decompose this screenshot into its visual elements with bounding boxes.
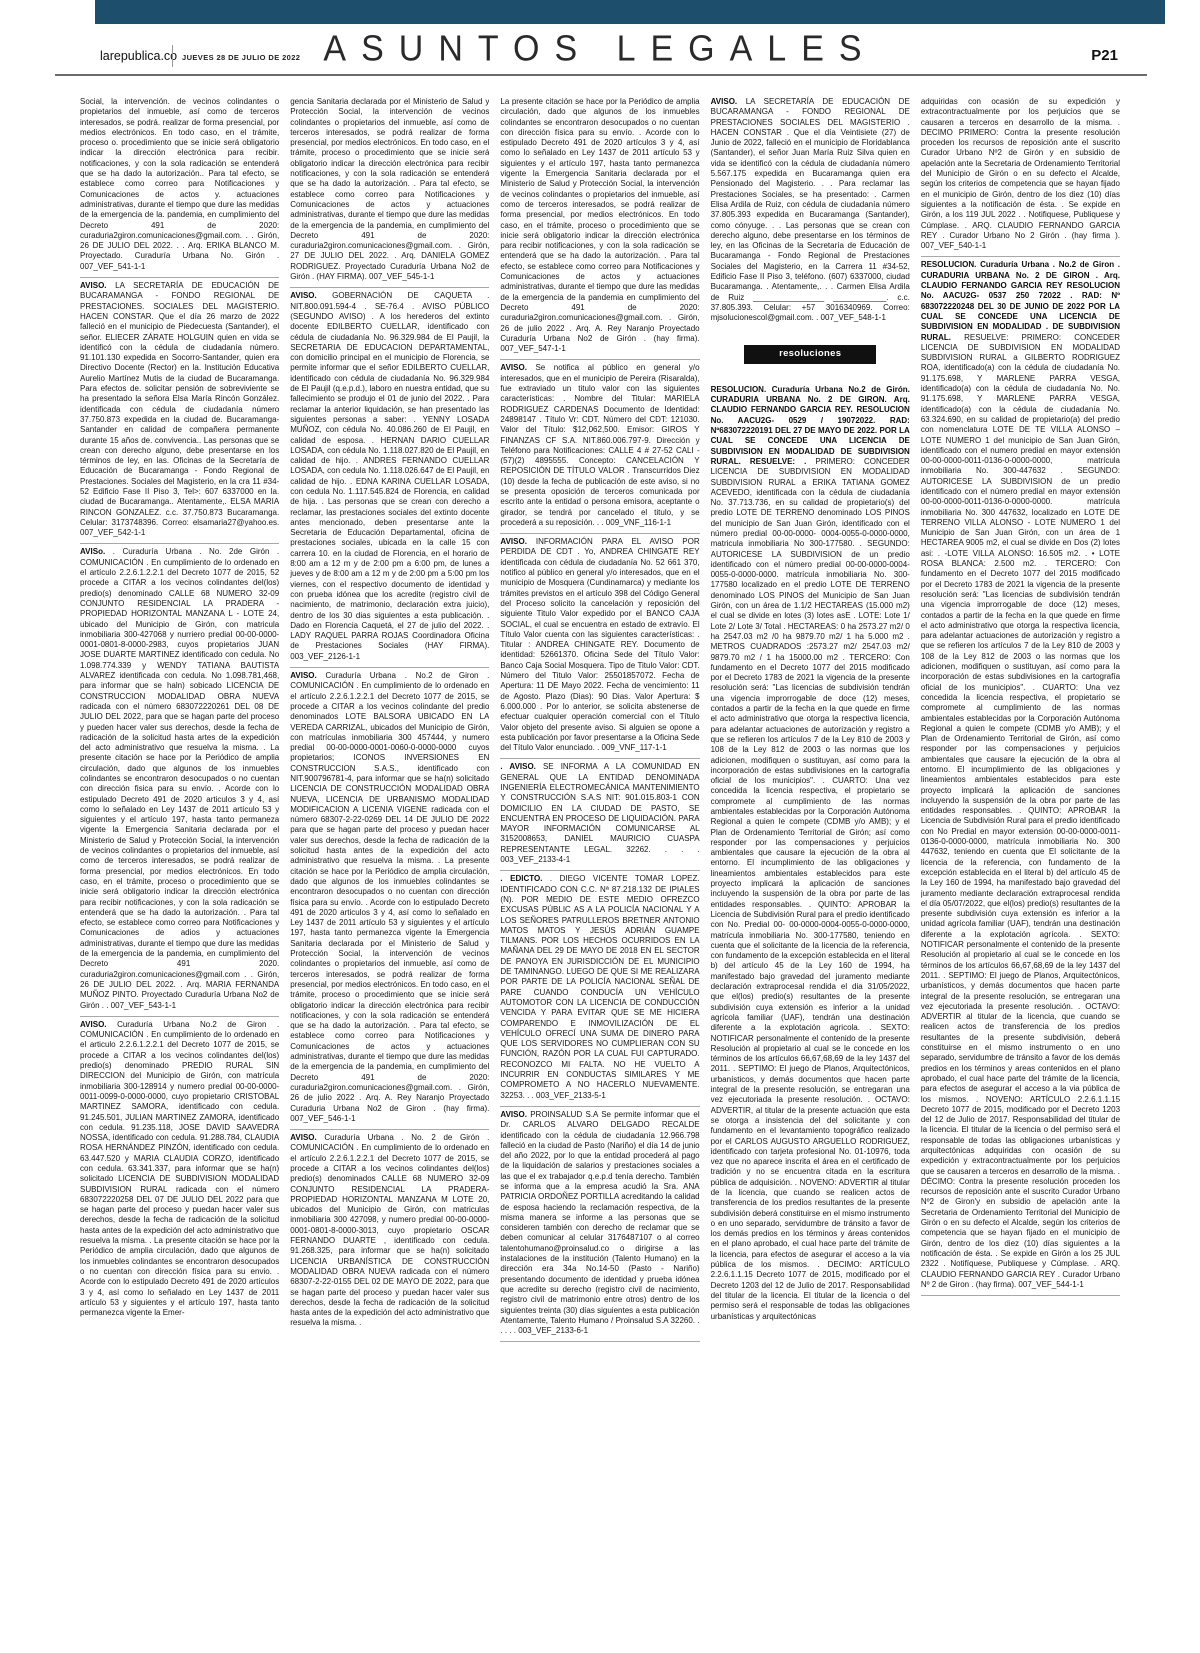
notice-lead: AVISO. [80,281,116,291]
legal-notice: AVISO. Curaduría Urbana . No. 2 de Girón . COMUNICACIÓN . En cumplimiento de lo ordenado en el artículo 2.2.6.1.2.2.1 del Decreto 1077 de 2015, se procede a CITAR a los vecinos colindantes del(los) predio(s) denominados CALLE 68 NUMERO 32-09 CONJUNTO RESIDENCIAL LA PRADERA- PROPIEDAD HORIZONTAL MANZANA M LOTE 20, ubicados del Municipio de Girón, con matriculas inmobiliaria 300 427098, y numero predial 00-00-0000-0001-0801-8-0000-3013, cuyo propietario OSCAR FERNANDO DUARTE , identificado con cedula. 91.268.325, para informar que se ha(n) solicitado LICENCIA URBANÍSTICA DE CONSTRUCCIÓN MODALIDAD OBRA NUEVA radicada con el número 68307-2-22-0155 DEL 02 DE MAYO DE 2022, para que se hagan parte del proceso y puedan hacer valer sus derechos, desde la fecha de radicación de la solicitud hasta antes de la expedición del acto administrativo que resuelva la misma. . [290,1129,489,1334]
legal-notice: AVISO. LA SECRETARÍA DE EDUCACIÓN DE BUCARAMANGA - FONDO REGIONAL DE PRESTACIONES. SOCIALES DEL MAGISTERIO. HACEN CONSTAR. Que el día 26 marzo de 2022 falleció en el municipio de Piedecuesta (Santander), el señor. ELIECER ZÁRATE HOLGUIN quien en vida se identificó con la cédula de ciudadanía número. 91.101.130 expedida en Socorro-Santander, quien era Directivo Docente (Rector) en la. Institución Educativa Aurelio Martínez Mutis de la ciudad de Bucaramanga. Para efectos de. solicitar pensión de sobreviviente se ha presentado la señora Elsa María Rincón González. identificada con cédula de ciudadanía número 37.750.873 expedida en la ciudad de. Bucaramanga-Santander en calidad de compañera permanente durante 15 años de. convivencia.. Las personas que se crean con derecho alguno, debe presentarse en los términos de ley, en las. Oficinas de la Secretaría de Educación de Bucaramanga - Fondo Regional de Prestaciones. Sociales del Magisterio, en la cra 11 #34-52 Edificio Fase II Piso 3, Tel>: 607 6337000 en la. ciudad de Bucaramanga.. Atentamente,. ELSA MARIA RINCON GONZALEZ. c.c. 37.750.873 Bucaramanga. Celular: 3173748396. Correo: elsamaria27@yahoo.es. 007_VEF_542-1-1 [80,277,279,543]
legal-notice: adquiridas con ocasión de su expedición y extracontractualmente por los perjuicios que se causaren a terceros en desarrollo de la misma. . DECIMO PRIMERO: Contra la presente resolución proceden los recursos de reposición ante el suscrito Curador Urbano Nº2 de Girón y en subsidio de apelación ante la Secretaria de Ordenamiento Territorial del Municipio de Girón o en su defecto el Alcalde, según los criterios de competencia que se hayan fijado en el municipio de Girón, dentro de los diez (10) días siguientes a la notificación de ésta. . Se expide en Girón, a los 119 JUL 2022 . . Notifiquese, Publiquese y Cúmplase. . ARQ. CLAUDIO FERNANDO GARCIA REY . Curador Urbano No 2 Girón . (hay firma ). 007_VEF_540-1-1 [920,97,1121,251]
legal-notice: La presente citación se hace por la Periódico de amplia circulación, dado que algunos de los inmuebles colindantes se encontraron desocupados o no cuentan con dirección física para su envío. . Acorde con lo estipulado Decreto 491 de 2020 artículos 3 y 4, así como lo señalado en Ley 1437 de 2011 artículo 53 y siguientes y el artículo 197, hasta tanto permanezca vigente la Emergencia Sanitaria declarada por el Ministerio de Salud y Protección Social, la intervención de vecinos colindantes o propietarios del inmueble, así como de terceros interesados, se podrá realizar de forma presencial, por medios electrónicos. En todo caso, en el trámite, proceso o procedimiento que se inicie será obligatorio indicar la dirección electrónica para recibir notificaciones, y con la sola radicación se entenderá que se ha dado la autorización. . Para tal efecto, se establece como correo para Notificaciones y Comunicaciones de actos y actuaciones administrativas, durante el tiempo que dure las medidas de la emergencia de la pandemia en cumplimiento del Decreto 491 de 2020: curaduria2giron.comunicaciones@gmail.com. . Girón, 26 de julio 2022 . Arq. A. Rey Naranjo Proyectado Curaduría Urbana No2 de Girón . (hay firma). 007_VEF_547-1-1 [500,97,700,354]
column-5 [921,94,1120,1650]
notice-lead: AVISO. [80,1019,118,1029]
notice-lead: AVISO. [290,291,333,301]
column-4 [711,94,910,1650]
legal-notice: RESOLUCION. Curaduría Urbana No.2 de Girón. CURADURIA URBANA No. 2 DE GIRON. Arq. CLAUDIO FERNANDO GARCIA REY. RESOLUCION No. AACU2G- 0529 / 19072022. RAD: Nº683072220191 DEL 27 DE MAYO DE 2022. POR LA CUAL SE CONCEDE UNA LICENCIA DE SUBDIVISION EN MODALIDAD DE SUBDIVISION RURAL. RESUELVE: . PRIMERO: CONCEDER LICENCIA DE SUBDIVISION EN MODALIDAD SUBDIVISION RURAL a ERIKA TATIANA GOMEZ ACEVEDO, identificada con la cédula de ciudadanía No. 37.713.736, en su calidad de propietario(s) del predio LOTE DE TERRENO denominado LOS PINOS del municipio de San Juan Girón, identificado con el número predial 00-00-0000- 0004-0055-0-0000-0000, matricula inmobiliaria No 300-177580. . SEGUNDO: AUTORICESE LA SUBDIVISION de un predio identificado con el número predial 00-00-0000-0004-0055-0-0000-0000. matrícula inmobiliaria No. 300-177580 localizado en el predio LOTE DE TERRENO denominado LOS PINOS del Municipio de San Juan Girón, con un área de 1.1/2 HECTAREAS (15.000 m2) el cual se divide en lotes (3) lotes asE . LOTE: Lote 1/ Lote 2/ Lote 3/ Total . HECTAREAS: 0 ha 2573.27 m2/ 0 ha 2547.03 m2 /0 ha 9879.70 m2/ 1 ha 5.000 m2 . METROS CUADRADOS :2573.27 m2/ 2547.03 m2/ 9879.70 m2 / 1 ha 15000.00 m2 . TERCERO: Con fundamento en el Decreto 1077 del 2015 modificado por el Decreto 1783 de 2021 la vigencia de la presente resolución será: "Las licencias de subdivisión tendrán una vigencia improrrogable de doce (12) meses, contados a partir de la fecha en la que quede en firme el acto administrativo que otorga la respectiva licencia, para adelantar actuaciones de autorización y registro a que se refieren los artículos 7 de la Ley 810 de 2003 y 108 de la Ley 812 de 2003 o las normas que los adicionen, modifiquen o sustituyan, así como para la incorporación de estas subdivisiones en la cartografía oficial de los municipios". . CUARTO: Una vez concedida la licencia respectiva, el propietario se compromete al cumplimiento de las normas ambientales establecidas por la Corporación Autónoma Regional a quien le compete (CDMB y/o AMB); y el Plan de Ordenamiento Territorial de Girón; así como responder por las compensaciones y perjuicios ambientales que causare la ejecución de la obra al entorno. El incumplimiento de las obligaciones y lineamientos ambientales establecidos para este proyecto implicará la aplicación de sanciones incluyendo la suspensión de la obra por parte de las entidades responsables. . QUINTO: APROBAR la Licencia de Subdivisión Rural para el predio identificado con No. Predial 00- 00-0000-0004-0055-0-0000-0000, matrícula inmobiliaria No. 300-177580, teniendo en cuenta que el solicitante de la licencia de la referencia, con fundamento de la excepción establecida en el literal b) del artículo 45 de la Ley 160 de 1994, ha manifestado bajo gravedad del juramento mediante declaración extraprocesal rendida el dia 31/05/2022, que el(los) predio(s) resultantes de la presente subdivisión cuya extensión es inferior a la unidad agrícola familiar (UAF), tendrán una destinación diferente a la explotación agricola. . SEXTO: NOTIFICAR personalmente el contenido de la presente Resolución al propietario al cual se le concede en los términos de los artículos 66,67,68,69 de la ley 1437 del 2011. . SEPTIMO: El juego de Planos, Arquitectónicos, urbanísticos, y demás documentos que hacen parte integral de la presente resolución, se entregaran una vez ejecutoriada la presente resolución. . OCTAVO: ADVERTIR, al titular de la presente actuación que esta se otorga a insistencia del del solicitante y con fundamento en el levantamiento topográfico realizado por el CARLOS AUGUSTO ARGUELLO RODRIGUEZ, identificado con tarjeta profesional No. 01-10976, toda vez que no aparece inscrita el área en el certificado de tradición y no se encuentra citada en la escritura pública de adquisición. . NOVENO: ADVERTIR al titular de la licencia, que cuando se realicen actos de transferencia de los predios resultantes de la presente subdivisión deberá constituirse en el mismo instrumento o en uno separado, servidumbre de tránsito a favor de los demás predios en los términos y áreas contenidos en el plano aprobado, el cual hace parte del trámite de la licencia, para efectos de asegurar el acceso a la via pública de los mismos. . DECIMO: ARTÍCULO 2.2.6.1.1.15 Decreto 1077 de 2015, modificado por el Decreto 1203 del 12 de Julio de 2017. Responsabilidad del titular de la licencia. El titular de la licencia o del permiso será el responsable de todas las obligaciones urbanísticas y arquitectónicas [710,384,910,1321]
notice-lead: AVISO. [290,671,326,681]
notice-lead: AVISO. [710,97,746,106]
legal-notice: AVISO. Curaduría Urbana . No.2 de Giron . COMUNICACIÓN . En cumplimiento de lo ordenado en el artículo 2.2.6.1.2.2.1 del Decreto 1077 de 2015, se procede a CITAR a los vecinos colindante del predio denominados LOTE BALSORA UBICADO EN LA VEREDA CARRIZAL, ubicados del Municipio de Girón, con matrículas inmobiliaria 300 457444, y numero predial 00-00-0000-0001-0060-0-0000-0000 cuyos propietarios; ICONOS INVERSIONES EN CONSTRUCCION S.A.S., identificado con NIT.900796781-4, para informar que se ha(n) solicitado LICENCIA DE CONSTRUCCIÓN MODALIDAD OBRA NUEVA, LICENCIA DE URBANISMO MODALIDAD MODIFICACION A LICENIA VIGENE radicada con el número 68307-2-22-0269 DEL 14 DE JULIO DE 2022 para que se hagan parte del proceso y puedan hacer valer sus derechos, desde la fecha de radicación de la solicitud hasta antes de la expedición del acto administrativo que resuelva la misma. . La presente citación se hace por la Periódico de amplia circulación, dado que algunos de los inmuebles colindantes se encontraron desocupados o no cuentan con dirección física para su envío. . Acorde con lo estipulado Decreto 491 de 2020 articulos 3 y 4, así como lo señalado en Ley 1437 de 2011 artículo 53 y siguientes y el artículo 197, hasta tanto permanezca vigente la Emergencia Sanitaria declarada por el Ministerio de Salud y Protección Social, la intervención de vecinos colindantes o propietarios del inmueble, así como de terceros interesados, se podrá realizar de forma presencial, por medios electrónicos. En todo caso, en el trámite, proceso o procedimiento que se inicie será obligatorio indicar la dirección electrónica para recibir notificaciones, y con la sola radicación se entenderá que se ha dado la autorización. . Para tal efecto, se establece como correo para Notificaciones y Comunicaciones de actos y actuaciones administrativas, durante el tiempo que dure las medidas de la emergencia de la pandemia, en cumplimiento del Decreto 491 de 2020: curaduria2giron.comunicaciones@gmail.com. . Girón, 26 de julio 2022 . Arq. A. Rey Naranjo Proyectado Curaduria Urbana No2 de Giron . (hay firma). 007_VEF_546-1-1 [290,667,489,1129]
legal-notice: . AVISO. SE INFORMA A LA COMUNIDAD EN GENERAL QUE LA ENTIDAD DENOMINADA INGENIERÍA ELECTROMECÁNICA MANTENIMIENTO Y CONSTRUCCIÓN S.A.S NIT: 901.015.803-1 CON DOMICILIO EN LA CIUDAD DE PASTO, SE ENCUENTRA EN PROCESO DE LIQUIDACIÓN. PARA MAYOR INFORMACIÓN COMUNICARSE AL 3152008653, DANIEL MAURICIO CUASPA REPRESENTANTE LEGAL. 32262. . . . 003_VEF_2133-4-1 [500,758,699,870]
resoluciones-section-badge: resoluciones [744,345,875,364]
section-title: ASUNTOS LEGALES [323,29,877,69]
notice-columns [80,94,1120,1650]
legal-notice: AVISO. INFORMACIÓN PARA EL AVISO POR PERDIDA DE CDT . Yo, ANDREA CHINGATE REY identificada con cédula de ciudadanía No. 52 661 370, notifico al público en general y/o interesados, que en el municipio de Mosquera (Cundinamarca) y mediante los trámites previstos en el artículo 398 del Código General del Proceso solicito la cancelación y reposición del siguiente Titulo Valor expedido por el BANCO CAJA SOCIAL, el cual se encuentra en estado de extravío. El Título Valor cuenta con las siguientes características: . Titular : ANDREA CHINGATE REY. Documento de identidad: 52661370. Oficina Sede del Título Valor: Banco Caja Social Mosquera. Tipo de Titulo Valor: CDT. Número del Titulo Valor: 25501857072. Fecha de Apertura: 11 DE Mayo 2022. Fecha de vencimiento: 11 de Agosto. Plazo (Dias): 90 Dias. Valor Apertura: $ 6.000.000 . Por lo anterior, se solicita abstenerse de efectuar cualquier operación comercial con el Título Valor objeto del presente aviso. Si alguien se opone a esta publicación por favor presentarse a la Oficina Sede del Título Valor enunciado. . 009_VNF_117-1-1 [500,533,699,758]
notice-lead: . EDICTO. [500,874,550,884]
notice-lead: AVISO. [500,537,536,547]
column-3 [500,94,699,1650]
notice-bold-header: Curaduría Urbana . No.2 de Giron . CURADURIA URBANA No. 2 DE GIRON . Arq. CLAUDIO FERNANDO GARCIA REY RESOLUCION No. AACU2G- 0537 250 72022 . RAD: Nº 683072220248 DEL 30 DE JUNIO DE 2022 POR LA CUAL SE CONCEDE UNA LICENCIA DE SUBDIVISION EN MODALIDAD . DE SUBDIVISION RURAL. [920,260,1121,342]
notice-bold-header: Curaduría Urbana No.2 de Girón. CURADURIA URBANA No. 2 DE GIRON. Arq. CLAUDIO FERNANDO GARCIA REY. RESOLUCION No. AACU2G- 0529 / 19072022. RAD: Nº683072220191 DEL 27 DE MAYO DE 2022. POR LA CUAL SE CONCEDE UNA LICENCIA DE SUBDIVISION EN MODALIDAD DE SUBDIVISION RURAL. RESUELVE: . [710,384,910,466]
legal-notice: AVISO. Se notifica al público en general y/o interesados, que en el municipio de Pereira (Risaralda), fue extraviado un titulo valor con las siguientes características: . Nombre del Titular: MARIELA RODRIGUEZ CARDENAS Documento de Identidad: 24898147 . Título Vr: CDT. Número del CDT: 121030. Valor del Título: $12,062,500. Emisor: GIROS Y FINANZAS CF S.A. NIT.860.006.797-9. Dirección y Teléfono para Notificaciones: CALLE 4 # 27-52 CALI - (57)(2) 4895555. Concepto: CANCELACIÓN Y REPOSICIÓN DE TÍTULO VALOR . Transcurridos Diez (10) desde la fecha de publicación de este aviso, si no se presenta oposición de terceros comunicada por escrito ante la entidad o persona emisora, aceptante o girador, se tendrá por cancelado el titulo, y se procederá a su reposición. . . 009_VNF_116-1-1 [500,359,699,533]
notice-lead: AVISO. [500,1109,531,1119]
notice-lead: RESOLUCION. [920,260,981,270]
brand-logo: larepublica.co [100,49,178,63]
legal-notice: AVISO. PROINSALUD S.A Se permite informar que el Dr. CARLOS ALVARO DELGADO RECALDE identificado con la cédula de ciudadanía 12.966.798 falleció en la ciudad de Pasto (Nariño) el día 14 de junio del año 2022, por lo que la entidad procederá al pago de la liquidación de salarios y prestaciones sociales a las que el ex trabajador q.e.p.d tenía derecho. También se informa que a la empresa acudió la Sra. ANA PATRICIA ORDOÑEZ PORTILLA acreditando la calidad de esposa haciendo la reclamación respectiva, de la misma manera se informe a las personas que se consideren también con derecho de reclamar que se deben comunicar al celular 3176487107 o al correo talentohumano@proinsalud.co o dirigirse a las instalaciones de la institución (Talento Humano) en la dirección era 34a No.14-50 (Pasto - Nariño) presentando documento de identidad y prueba idónea que acredite su derecho (registro civil de nacimiento, registro civil de matrimonio entre otros) dentro de los siguientes treinta (30) días siguientes a esta publicación Atentamente, Talento Humano / Proinsalud S.A 32260. . . . . . 003_VEF_2133-6-1 [500,1106,699,1343]
issue-date: JUEVES 28 DE JULIO DE 2022 [182,53,301,62]
legal-notice: . EDICTO. . DIEGO VICENTE TOMAR LOPEZ. IDENTIFICADO CON C.C. Nª 87.218.132 DE IPIALES (N). POR MEDIO DE ESTE MEDIO OFREZCO EXCUSAS PÚBLIC AS A LA POLICÍA NACIONAL Y A LOS SEÑORES PATRULLEROS BRETNER ANTONIO MATOS MATOS Y JESÚS ADRIÁN GUAMPE TILMANS. POR LOS HECHOS OCURRIDOS EN LA MAÑANA DEL 29 DE MAYO DE 2018 EN EL SECTOR DE PANOYA EN JURISDICCIÓN DE EL MUNICIPIO DE TAMINANGO. LUEGO DE QUE SI ME REALIZARA POR PARTE DE LA POLICÍA NACIONAL SEÑAL DE PARE CUANDO CONDUCÍA UN VEHÍCULO AUTOMOTOR CON LA LICENCIA DE CONDUCCIÓN VENCIDA Y PARA EVITAR QUE SE ME HICIERA COMPARENDO E INMOVILIZACIÓN DE EL VEHÍCULO OFRECÍ UNA SUMA DE DINERO PARA QUE LOS SERVIDORES NO CUMPLIERAN CON SU FUNCIÓN, RAZÓN POR LA CUAL FUI CAPTURADO. RECONOZCO MI FALTA. NO HE VUELTO A INCURRIR EN CONDUCTAS SIMILARES Y ME COMPROMETO A NO HACERLO NUEVAMENTE. 32253. . . 003_VEF_2133-5-1 [500,870,699,1106]
legal-notice: AVISO. LA SECRETARÍA DE EDUCACIÓN DE BUCARAMANGA - FONDO REGIONAL DE PRESTACIONES SOCIALES DEL MAGISTERIO . HACEN CONSTAR . Que el día Veintisiete (27) de Junio de 2022, falleció en el municipio de Floridablanca (Santander), el señor Juan María Ruiz Silva quien en vida se identificó con la cédula de ciudadanía número 5.567.175 expedida en Bucaramanga quien era Pensionado del Magisterio. . . Para reclamar las Prestaciones Sociales, se ha presentado: . Carmen Elisa Ardila de Ruiz, con cédula de ciudadanía número 37.805.393 expedida en Bucaramanga (Santander), como cónyuge. . . Las personas que se crean con derecho alguno, debe presentarse en los términos de ley, en las Oficinas de la Secretaría de Educación de Bucaramanga - Fondo Regional de Prestaciones Sociales del Magisterio, en la Carrera 11 #34-52, Edificio Fase II Piso 3, teléfono. (607) 6337000, ciudad Bucaramanga. . Atentamente,. . . Carmen Elisa Ardila de Ruiz ________________ ____________. c.c. 37.805.393. Celular: +57 3016340969. Correo: mjsolucionescol@gmail.com. . 007_VEF_548-1-1 [710,97,910,323]
legal-notice: Social, la intervención. de vecinos colindantes o propietarios del inmueble, así como de terceros interesados, se podrá. realizar de forma presencial, por medios electrónicos. En todo caso, en el trámite, proceso o. procedimiento que se inicie será obligatorio indicar la dirección electrónica para recibir. notificaciones, y con la sola radicación se entenderá que se ha dado la autorización.. Para tal efecto, se establece como correo para Notificaciones y Comunicaciones de actos y. actuaciones administrativas, durante el tiempo que dure las medidas de la emergencia de la. pandemia, en cumplimiento del Decreto 491 de 2020: curaduria2giron.comunicaciones@gmail.com. . . Girón, 26 DE JULIO DEL 2022. . . Arq. ERIKA BLANCO M. Proyectado. Curaduría Urbana No. Girón . 007_VEF_541-1-1 [80,97,280,271]
header-rule [55,74,1147,76]
notice-lead: AVISO. [500,363,536,373]
legal-notice: gencia Sanitaria declarada por el Ministerio de Salud y Protección Social, la intervención de vecinos colindantes o propietarios del inmueble, así como de terceros interesados, se podrá realizar de forma presencial, por medios electrónicos. En todo caso, en el trámite, proceso o procedimiento que se inicie será obligatorio indicar la dirección electrónica para recibir notificaciones, y con la sola radicación se entenderá que se ha dado la autorización. . Para tal efecto, se establece como correo para Notificaciones y Comunicaciones de actos y actuaciones administrativas, durante el tiempo que dure las medidas de la emergencia de la pandemia, en cumplimiento del Decreto 491 de 2020: curaduria2giron.comunicaciones@gmail.com. . Girón, 27 DE JULIO DEL 2022. . Arq. DANIELA GOMEZ RODRIGUEZ. Proyectado Curaduría Urbana No2 de Girón . (HAY FIRMA). 007_VEF_545-1-1 [290,97,490,282]
legal-notice: AVISo. . Curaduría Urbana . No. 2de Girón . COMUNICACIÓN . En cumplimiento de lo ordenado en el artículo 2.2.6.1.2.2.1 del Decreto 1077 de 2015, 52 procede a CITAR a los vecinos colindantes del(los) predio(s) denominado CALLE 68 NUMERO 32-09 CONJUNTO RESIDENCIAL LA PRADERA - PROPIEDAD HORIZONTAL MANZANA L - LOTE 24, ubicado del Municipio de Girón, con matricula inmobiliaria 300-427068 y nurriero predial 00-00-0000-0001-0801-8-0000-2983, cuyos propietarios JUAN JOSE DUARTE MARTINEZ identificado con cedula. No 1.098.774.339 y WENDY TATIANA BAUTISTA ALVAREZ identificada con cedula. No 1.098.781,468, para informar que se haln) sobicado LICENCIA DE CONSTRUCCION MODALIDAD OBRA NUEVA radicada con el número 683072220261 DEL 08 DE JULIO DEL 2022, para que se hagan parte del proceso y pueden hacer valer sus derechos, desde la fecha de radicación de la solicitud hasta artes de la expedición del acto administrativo que resuelva la misma. . La presente citación se hace por la Periódico de amplia circulación, dado que algunos de los inmuebles colindantes se encontraron desocupados o no cuentan con dirección fisica para su envío. . Acorde con lo estipulado Decreto 491 de 2020 articulos 3 y 4, así como lo señalado en Ley 1437 de 2011 artículo 53 y siguientes y el artículo 197, hasta tanto permaneza vigente la Emergencia Sanitaria declarada por el Ministerio de Salud y Protección Social, la intervención de vecinos colindantes o propietarios del inmueble, así como de terceros interesados, se podrá realizar de forma presencial, por medios electrónicos. En todo caso, en el trámite, proceso o procedimiento que se inicie será obligatorio indicar la dirección electrónica para recibir notificaciones, y con la sola radicación se entenderá que se ha dado la autorización. . Para tal efecto, se establece como correo para Notificaciones y Comunicaciones de adios y actuaciones administrativas, durante el tiempo que dure las medidas de la emergencia de la pandemia, en cumplimiento del Decreto 491 2020. curaduria2giron.comunicaciones@gmail.com . . Girón, 26 DE JULIO DEL 2022. . Arq. MARIA FERNANDA MUÑOZ PINTO. Proyectado Curaduría Urbana No2 de Girón . . 007_VEF_543-1-1 [80,543,279,1015]
legal-notice: AVISO. Curaduría Urbana No.2 de Giron . COMUNICACIÓN . En cumplimiento de lo ordenado en el articulo 2.2.6.1.2.2.1 del Decreto 1077 de 2015, se procede a CITAR a los vecinos colindantes del(los) predio(s) denominado PREDIO RURAL SIN DIRECCION del Municipio de Girón, con matrícula inmobiliaria 300-128914 y numero predial 00-00-0000-0011-0099-0-0000-0000, cuyo propietario CRISTOBAL MARTINEZ SAMORA, identificado con cedula. 91.245.501, JULIAN MARTINEZ ZAMORA, identificado con cedula. 91.235.118, JOSE DAVID SAAVEDRA NOSSA, identificado con cedula. 91.288.784, CLAUDIA ROSA HERNÁNDEZ PINZÓN, identificado con cedula. 63.447.520 y MARIA CLAUDIA CORZO, identificado con cedula. 63.341.337, para informar que se ha(n) solicitado LICENCIA DE SUBDIVISION MODALIDAD SUBDIVISION RURAL radicada con el número 683072220258 DEL 07 DE JULIO DEL 2022 para que se hagan parte del proceso y puedan hacer valer sus derechos, desde la fecha de radicación de la solicitud hasta antes de la expedición del acto administrativo que resuelva la misma. . La presente citación se hace por la Periódico de amplia circulación, dado que algunos de los inmuebles colindantes se encontraron desocupados o no cuentan con dirección física para su envio. . Acorde con lo estipulado Decreto 491 de 2020 artículos 3 y 4, así como lo señalado en Ley 1437 de 2011 artículo 53 y siguientes y el artículo 197, hasta tanto permanezca vigente la Emer- [80,1016,279,1324]
top-color-bar [95,0,1165,24]
legal-notice: AVISO. GOBERNACIÓN DE CAQUETA . NIT.800.091.594-4 . SE-76.4 . AVISO PÚBLICO (SEGUNDO AVISO) . A los herederos del extinto docente EDILBERTO CUELLAR, identificado con cédula de ciudadanía No. 96.329.984 de El Paujil, la SECRETARIA DE EDUCACION DEPARTAMENTAL, con domicilio principal en el municipio de Florencia, se permite informar que el señor EDILBERTO CUELLAR, identificado con cédula de ciudadanía No. 96.329.984 de El Paujil (q.e.p.d.), laboro en nuestra entidad, que su fallecimiento se produjo el 01 de junio del 2022. . Para reclamar la anterior liquidación, se han presentado las siguientes personas a saber: . YENNY LOSADA MUÑOZ, con cédula No. 40.086.260 de El Paujil, en calidad de esposa. . HERNAN DARIO CUELLAR LOSADA, con cédula No. 1.118.027.820 de El Paujil, en calidad de hijo. . ANDRES FERNANDO CUELLAR LOSADA, con cedula No. 1.118.026.647 de El Paujil, en calidad de hijo. . EDNA KARINA CUELLAR LOSADA, con cedula No. 1.117.545.824 de Florencia, en calidad de hija. . Las personas que se crean con derecho a reclamar, las prestaciones sociales del extinto docente antes mencionado, deben presentarse ante la Secretaria de Educación Departamental, oficina de prestaciones sociales, ubicada en la calle 15 con carrera 10. en la ciudad de Florencia, en el horario de 8:00 am a 12 m y de 2:00 pm a 6:00 pm, de lunes a jueves y de 8:00 am a 12 m y de 2:00 pm a 5:00 pm los viernes, con el respectivo documento de identidad y con prueba idónea que los acredite (registro civil de nacimiento, de matrimonio, declaración extra juicio), dentro de los 30 dias siguientes a esta publicación. . Dado en Florencia Caquetá, el 27 de julio del 2022. . LADY RAQUEL PARRA ROJAS Coordinadora Oficina de Prestaciones Sociales (HAY FIRMA). 003_VEF_2126-1-1 [290,287,489,667]
legal-notice: RESOLUCION. Curaduría Urbana . No.2 de Giron . CURADURIA URBANA No. 2 DE GIRON . Arq. CLAUDIO FERNANDO GARCIA REY RESOLUCION No. AACU2G- 0537 250 72022 . RAD: Nº 683072220248 DEL 30 DE JUNIO DE 2022 POR LA CUAL SE CONCEDE UNA LICENCIA DE SUBDIVISION EN MODALIDAD . DE SUBDIVISION RURAL. RESUELVE: PRIMERO: CONCEDER LICENCIA DE SUBDIVISION EN MODALIDAD SUBDIVISION RURAL a GILBERTO RODRIGUEZ ROA, identificado(a) con la cédula de ciudadanía No. 91.175.698, Y MARLENE PARRA VESGA, identificado(a) con la cédula de ciudadanía No. No. 91.175.698, Y MARLENE PARRA VESGA, identificado(a) con la cédula de ciudadanía No. 63.324.690, en su calidad de propietario(a) del predio con nomenclatura LOTE DE TE VILLA ALONSO – LOTE NUMERO 1 del municipio de San Juan Girón, identificado con el numero predial en mayor extensión 00-00-0000-0011-0136-0-0000-0000, matrícula inmobiliaria No. 300-447632 . SEGUNDO: AUTORICESE LA SUBDIVISION de un predio identificado con el número predial en mayor extensión 00-00-0000-0011-0136-0-0000-0000. matrícula inmobiliaria No. 300 447632, localizado en LOTE DE TERRENO VILLA ALONSO - LOTE NUMERO 1 del Municipio de San Juan Girón, con un área de 1 HECTAREA 9005 m2, el cual se divide en Dos (2) lotes asi: . -LOTE VILLA ALONSO: 16.505 m2. . • LOTE ROSA BLANCA: 2.500 m2. . TERCERO: Con fundamento en el Decreto 1077 del 2015 modificado por el Decreto 1783 de 2021 la vigencia de la presente resolución será: "Las licencias de subdivisión tendrán una vigencia improrrogable de doce (12) meses, contados a partir de la fecha en la que quede en firme el acto administrativo que otorga la respectiva licencia, para adelantar actuaciones de autorización y registro a que se refieren los artículos 7 de la Ley 810 de 2003 y 108 de la Ley 812 de 2003 o las normas que los adicionen, modifiquen o sustituyan, así como para la incorporación de estas subdivisiones en la cartografía oficial de los municipios". . CUARTO: Una vez concedida la licencia respectiva, el propietario se compromete al cumplimiento de las normas ambientales establecidas por la Corporación Autónoma Regional a quien le compete (CDMB y/o AMB); y el Plan de Ordenamiento Territorial de Girón, así como responder por las compensaciones y perjuicios ambientales que causare la ejecución de la obra al entorno. El incumplimiento de las obligaciones y lineamientos ambientales establecidos para este proyecto implicará la aplicación de sanciones incluyendo la suspensión de la obra por parte de las entidades responsables. . QUINTO: APROBAR la Licencia de Subdivisión Rural para el predio identificado con No Predial en mayor extensión 00-00-0000-0011-0136-0-0000-0000, matrícula inmobiliaria No. 300 447632, teniendo en cuenta que El solicitante de la licencia de la referencia, con fundamento de la excepción establecida en el literal b) del artículo 45 de la Ley 160 de 1994, ha manifestado bajo gravedad del juramento mediante declaración extraprocesal rendida el día 05/07/2022, que el(los) predio(s) resultantes de la presente subdivisión cuya extensión es inferior a la unidad agrícola familiar (UAF), tendrán una destinación diferente a la explotación agrícola. . SEXTO: NOTIFICAR personalmente el contenido de la presente Resolución al propietario al cual se le concede en los términos de los artículos 66,67,68,69 de la ley 1437 del 2011. . SEPTIMO: El juego de Planos, Arquitectónicos, urbanísticos, y demás documentos que hacen parte integral de la presente resolución, se entregaran una vez ejecutoriada la presente resolución. . OCTAVO: ADVERTIR al titular de la licencia, que cuando se realicen actos de transferencia de los predios resultantes de la presente subdivisión, deberá constituirse en el mismo instrumento o en uno separado, servidumbre de tránsito a favor de los demás predios en los términos y areas contenidos en el plano aprobado, el cual hace parte del trámite de la licencia, para efectos de asegurar el acceso a la via pública de los mismos. . NOVENO: ARTÍCULO 2.2.6.1.1.15 Decreto 1077 de 2015, modificado por el Decreto 1203 del 12 de Julio de 2017. Responsabilidad del titular de la licencia. El titular de la licencia o del permiso será el responsable de todas las obligaciones urbanísticas y arquitectónicas adquiridas con ocasión de su expedición y extracontractualmente por los perjuicios que se causaren a terceros en desarrollo de la misma. . DÉCIMO: Contra la presente resolución proceden los recursos de reposición ante el suscrito Curador Urbano Nº2 de Giron'y en subsidio de apelación ante la Secretaria de Ordenamiento Territorial del Municipio de Girón o en su defecto el Alcalde, según los criterios de competencia que se hayan fijado en el municipio de Girón, dentro de los diez (10) días siguientes a la notificación de ésta. . Se expide en Girón a los 25 JUL 2322 . Notifíquese, Publiquese y Cúmplase. . ARQ. CLAUDIO FERNANDO GARCIA REY . Curador Urbano Nº 2 de Giron . (hay firma). 007_VEF_544-1-1 [921,256,1120,1296]
column-1 [80,94,279,1650]
notice-lead: . AVISO. [500,762,543,772]
notice-lead: AVISo. [80,547,113,557]
notice-lead: AVISO. [290,1133,325,1143]
notice-lead: RESOLUCION. [710,384,772,394]
column-2 [290,94,489,1650]
page-number: P21 [1091,47,1118,64]
